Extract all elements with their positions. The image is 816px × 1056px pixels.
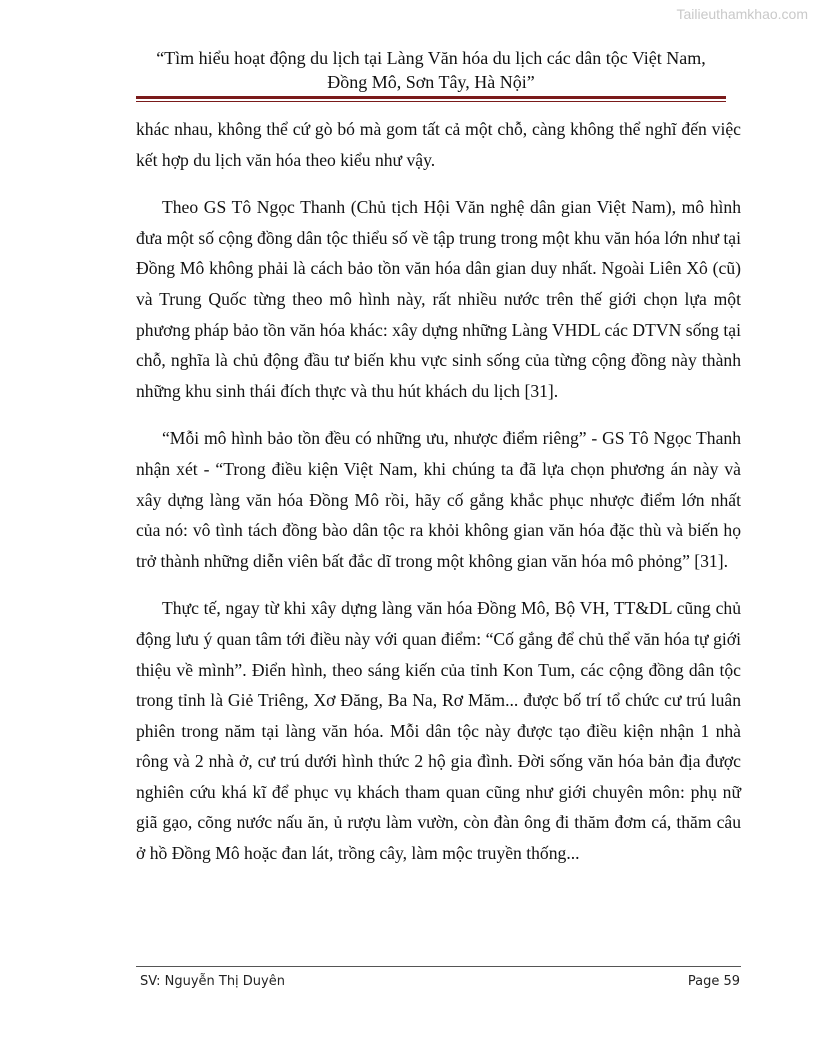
header-title-line-2: Đồng Mô, Sơn Tây, Hà Nội”	[327, 72, 535, 92]
paragraph-4: Thực tế, ngay từ khi xây dựng làng văn hóa Đồng Mô, Bộ VH, TT&DL cũng chủ động lưu ý quan tâm tới điều này với quan điểm: “Cố gắng để chủ thể văn hóa tự giới thiệu về mình”. Điển hình, theo sáng kiến của tỉnh Kon Tum, các cộng đồng dân tộc trong tỉnh là Giẻ Triêng, Xơ Đăng, Ba Na, Rơ Măm... được bố trí tổ chức cư trú luân phiên trong năm tại làng văn hóa. Mỗi dân tộc này được tạo điều kiện nhận 1 nhà rông và 2 nhà ở, cư trú dưới hình thức 2 hộ gia đình. Đời sống văn hóa bản địa được nghiên cứu khá kĩ để phục vụ khách tham quan cũng như giới chuyên môn: phụ nữ giã gạo, cõng nước nấu ăn, ủ rượu làm vườn, còn đàn ông đi thăm đơm cá, thăm câu ở hồ Đồng Mô hoặc đan lát, trồng cây, làm mộc truyền thống...	[136, 598, 741, 864]
watermark: Tailieuthamkhao.com	[676, 6, 808, 22]
paragraph-1: khác nhau, không thể cứ gò bó mà gom tất cả một chỗ, càng không thể nghĩ đến việc kết hợp du lịch văn hóa theo kiểu như vậy.	[136, 119, 741, 170]
header-rule-thick	[136, 96, 726, 99]
footer-author: SV: Nguyễn Thị Duyên	[140, 974, 285, 989]
paragraph-2: Theo GS Tô Ngọc Thanh (Chủ tịch Hội Văn nghệ dân gian Việt Nam), mô hình đưa một số cộng đồng dân tộc thiểu số về tập trung trong một khu văn hóa lớn như tại Đồng Mô không phải là cách bảo tồn văn hóa dân gian duy nhất. Ngoài Liên Xô (cũ) và Trung Quốc từng theo mô hình này, rất nhiều nước trên thế giới chọn lựa một phương pháp bảo tồn văn hóa khác: xây dựng những Làng VHDL các DTVN sống tại chỗ, nghĩa là chủ động đầu tư biến khu vực sinh sống của từng cộng đồng này thành những khu sinh thái đích thực và thu hút khách du lịch [31].	[136, 197, 741, 401]
footer-page-number: Page 59	[687, 974, 740, 989]
body-text	[136, 114, 741, 886]
paragraph-3: “Mỗi mô hình bảo tồn đều có những ưu, nhược điểm riêng” - GS Tô Ngọc Thanh nhận xét - “Trong điều kiện Việt Nam, khi chúng ta đã lựa chọn phương án này và xây dựng làng văn hóa Đồng Mô rồi, hãy cố gắng khắc phục nhược điểm lớn nhất của nó: vô tình tách đồng bào dân tộc ra khỏi không gian văn hóa đặc thù và biến họ trở thành những diễn viên bất đắc dĩ trong một không gian văn hóa mô phỏng” [31].	[136, 428, 741, 571]
header-rule-thin	[136, 101, 726, 102]
header-title-line-1: “Tìm hiểu hoạt động du lịch tại Làng Văn hóa du lịch các dân tộc Việt Nam,	[156, 48, 706, 68]
page-header	[136, 46, 726, 94]
footer-rule	[136, 966, 741, 967]
